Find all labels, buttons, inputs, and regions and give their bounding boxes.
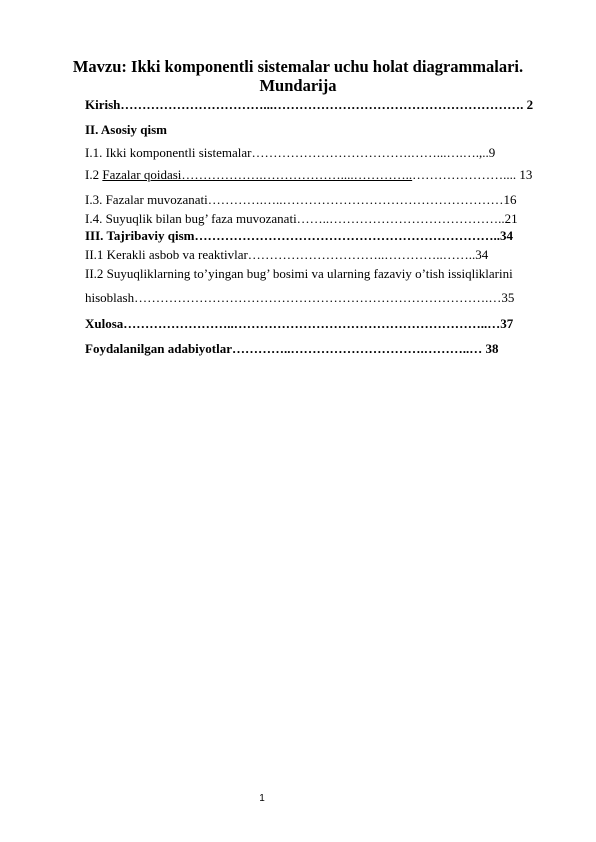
toc-entry-xulosa: Xulosa……………………..…………………………………………………..…37 xyxy=(85,316,514,331)
toc-entry-asosiy-qism: II. Asosiy qism xyxy=(85,122,167,137)
toc-entry-prefix: I.2 xyxy=(85,167,103,182)
toc-entry-adabiyotlar: Foydalanilgan adabiyotlar…………..………………………….………..… 38 xyxy=(85,341,499,356)
toc-entry-kerakli-asbob: II.1 Kerakli asbob va reaktivlar…………………………..…………..……..34 xyxy=(85,247,489,262)
toc-entry-suyuqliklarning: II.2 Suyuqliklarning to’yingan bug’ bosimi va ularning fazaviy o’tish issiqliklarini xyxy=(85,266,513,281)
toc-entry-tajribaviy-qism: III. Tajribaviy qism……………………………………………………………..34 xyxy=(85,228,513,243)
document-title: Mavzu: Ikki komponentli sistemalar uchu holat diagrammalari. xyxy=(72,57,524,76)
toc-entry-underlined: Fazalar qoidasi……………….………………....………….. xyxy=(102,167,413,182)
toc-heading: Mundarija xyxy=(259,76,337,95)
toc-entry-suffix: ………………….... 13 xyxy=(412,167,533,182)
page-number: 1 xyxy=(259,793,265,804)
toc-entry-hisoblash: hisoblash……………………………………………………………………….…35 xyxy=(85,290,515,305)
toc-entry-suyuqlik-bug: I.4. Suyuqlik bilan bug’ faza muvozanati……..…………………………………..21 xyxy=(85,211,518,226)
toc-entry-fazalar-qoidasi xyxy=(85,167,532,182)
toc-entry-fazalar-muvozanati: I.3. Fazalar muvozanati………….…..……………………………………………16 xyxy=(85,192,517,207)
toc-entry-ikki-komponentli: I.1. Ikki komponentli sistemalar……………………………….……...….….,..9 xyxy=(85,145,496,160)
toc-entry-kirish: Kirish……………………………...…………………………………………………. 2 xyxy=(85,97,534,112)
